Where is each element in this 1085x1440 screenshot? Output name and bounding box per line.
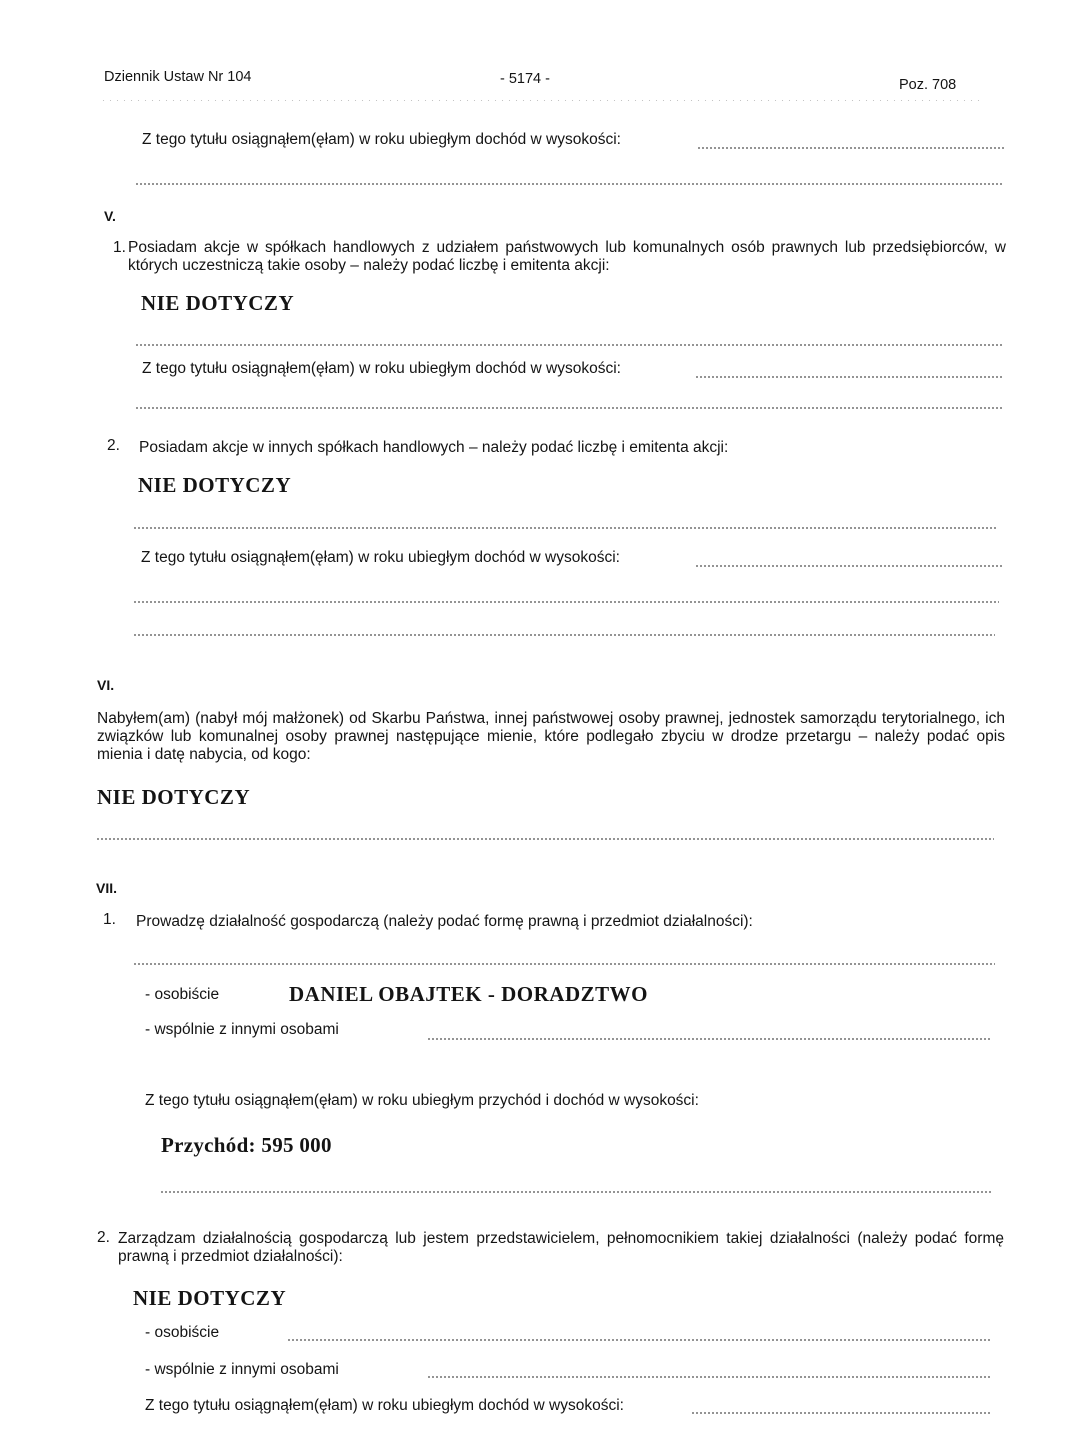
section-v-item2-income-field (695, 565, 1002, 567)
section-vii-item2-personally-field (287, 1339, 992, 1341)
section-vi-heading: VI. (97, 677, 115, 693)
section-vii-item2-jointly-label: - wspólnie z innymi osobami (145, 1361, 339, 1378)
section-vii-item1-personally-label: - osobiście (145, 986, 220, 1003)
section-v-item2-line (133, 527, 998, 529)
section-v-item1-line2 (135, 407, 1002, 409)
section-vii-item1-number: 1. (103, 911, 116, 928)
section-vii-item1-text: Prowadzę działalność gospodarczą (należy podać formę prawną i przedmiot działalności): (136, 913, 753, 930)
position-number: Poz. 708 (899, 77, 957, 93)
blank-line-top (135, 183, 1004, 185)
section-vii-item2-jointly-field (427, 1376, 992, 1378)
section-vii-item1-personally-value: DANIEL OBAJTEK - DORADZTWO (289, 982, 648, 1006)
page-number: - 5174 - (500, 71, 550, 87)
section-v-item1-income-field (695, 376, 1002, 378)
section-vii-item2-text: Zarządzam działalnością gospodarczą lub jestem przedstawicielem, pełnomocnikiem takiej działalności (należy podać formę prawną i przedmiot działalności): (118, 1230, 1004, 1265)
section-v-item1-line (135, 344, 1002, 346)
section-vi-line (96, 838, 994, 840)
section-v-item1-text: Posiadam akcje w spółkach handlowych z udziałem państwowych lub komunalnych osób prawnych lub przedsiębiorców, w których uczestniczą takie osoby – należy podać liczbę i emitenta akcji: (128, 239, 1006, 274)
section-vii-item1-revenue-line (160, 1191, 992, 1193)
section-vii-item2-personally-label: - osobiście (145, 1324, 220, 1341)
section-v-item2-income-label: Z tego tytułu osiągnąłem(ęłam) w roku ubiegłym dochód w wysokości: (141, 549, 620, 566)
section-vi-text: Nabyłem(am) (nabył mój małżonek) od Skarbu Państwa, innej państwowej osoby prawnej, jednostek samorządu terytorialnego, ich związków lub komunalnej osoby prawnej następujące mienie, które podlegało zbyciu w drodze przetargu – należy podać opis mienia i datę nabycia, od kogo: (97, 710, 1005, 763)
section-vii-item2-income-label: Z tego tytułu osiągnąłem(ęłam) w roku ubiegłym dochód w wysokości: (145, 1397, 624, 1414)
section-vii-item1-revenue: Przychód: 595 000 (161, 1133, 332, 1157)
section-vii-item1-jointly-field (427, 1038, 992, 1040)
section-vii-item2-number: 2. (97, 1229, 110, 1246)
section-v-item1-answer: NIE DOTYCZY (141, 291, 295, 315)
section-v-item2-text: Posiadam akcje w innych spółkach handlowych – należy podać liczbę i emitenta akcji: (139, 439, 729, 456)
section-vii-item2-answer: NIE DOTYCZY (133, 1286, 287, 1310)
header-rule (100, 100, 980, 101)
section-vii-item1-line (133, 963, 995, 965)
section-vii-item1-jointly-label: - wspólnie z innymi osobami (145, 1021, 339, 1038)
income-label-top: Z tego tytułu osiągnąłem(ęłam) w roku ubiegłym dochód w wysokości: (142, 131, 621, 148)
journal-title: Dziennik Ustaw Nr 104 (104, 69, 252, 85)
section-v-heading: V. (104, 208, 116, 224)
section-vii-item2-income-field (691, 1412, 992, 1414)
income-field-top (697, 147, 1004, 149)
section-v-item2-number: 2. (107, 437, 120, 454)
section-v-item2-line3 (133, 634, 995, 636)
section-vii-item1-income-label: Z tego tytułu osiągnąłem(ęłam) w roku ubiegłym przychód i dochód w wysokości: (145, 1092, 699, 1109)
section-v-item1-number: 1. (113, 239, 126, 256)
section-vi-answer: NIE DOTYCZY (97, 785, 251, 809)
section-v-item2-answer: NIE DOTYCZY (138, 473, 292, 497)
section-v-item1-income-label: Z tego tytułu osiągnąłem(ęłam) w roku ubiegłym dochód w wysokości: (142, 360, 621, 377)
section-v-item2-line2 (133, 601, 999, 603)
section-vii-heading: VII. (96, 880, 118, 896)
